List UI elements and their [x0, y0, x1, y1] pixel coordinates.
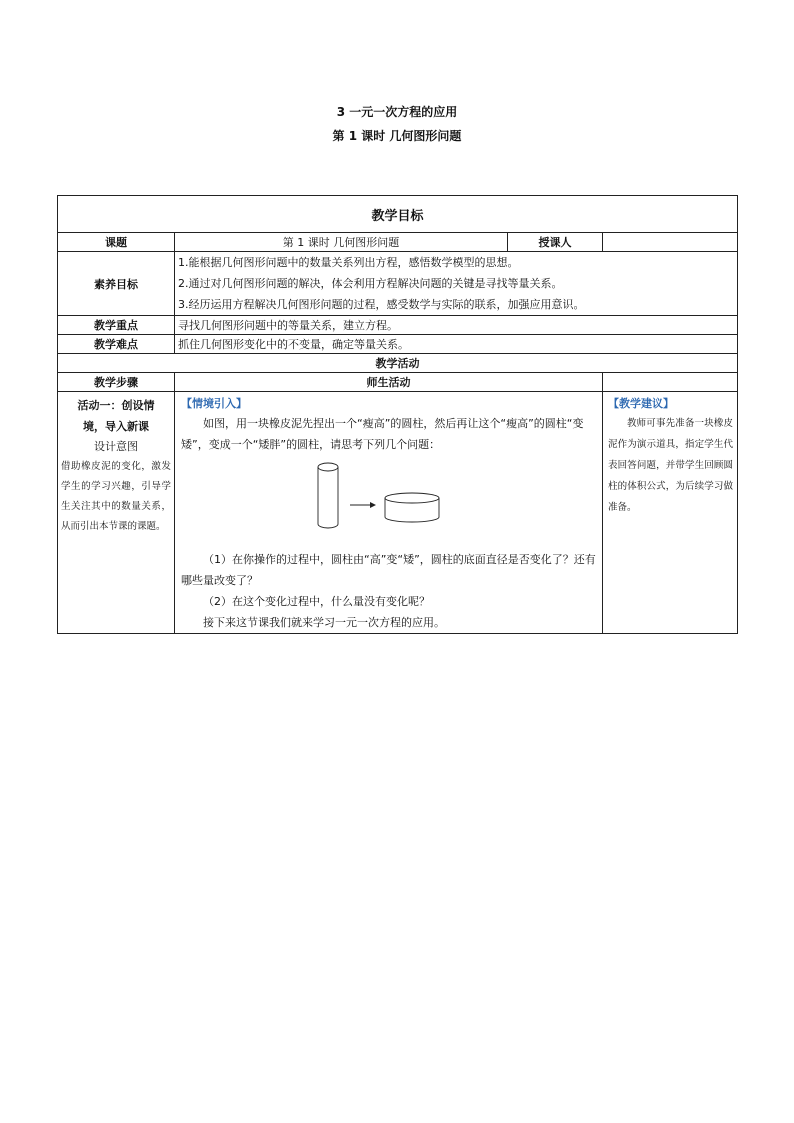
- teaching-suggestion-text: 教师可事先准备一块橡皮泥作为演示道具，指定学生代表回答问题，并带学生回顾圆柱的体积公式，为后续学习做准备。: [608, 418, 734, 513]
- design-intent-title: 设计意图: [94, 440, 138, 453]
- difficult-point-label: 教学难点: [58, 335, 175, 354]
- lesson-subtitle: 第 1 课时 几何图形问题: [332, 129, 462, 143]
- topic-label: 课题: [58, 233, 175, 252]
- tall-cylinder-base: [318, 524, 338, 528]
- cylinder-figure: [181, 455, 597, 549]
- teacher-label: 授课人: [508, 233, 603, 252]
- teacher-student-label: 师生活动: [175, 373, 603, 392]
- closing-sentence: 接下来这节课我们就来学习一元一次方程的应用。: [203, 616, 445, 629]
- teaching-suggestion-cell: [603, 392, 738, 634]
- lesson-plan-table: [57, 195, 738, 634]
- arrow-head: [370, 502, 376, 508]
- activity-content-cell: [175, 392, 603, 634]
- teacher-value: [603, 233, 738, 252]
- literacy-goal-2: 2.通过对几何图形问题的解决，体会利用方程解决问题的关键是寻找等量关系。: [178, 277, 563, 290]
- steps-label: 教学步骤: [58, 373, 175, 392]
- short-cylinder-top: [385, 493, 439, 503]
- teaching-suggestion-tag: 【教学建议】: [608, 397, 674, 410]
- literacy-goals-cell: [175, 252, 738, 316]
- activity-title-line1: 活动一：创设情: [77, 399, 155, 412]
- question-1: （1）在你操作的过程中，圆柱由“高”变“矮”，圆柱的底面直径是否变化了？还有哪些量改变了？: [181, 553, 596, 587]
- intro-paragraph: 如图，用一块橡皮泥先捏出一个“瘦高”的圆柱，然后再让这个“瘦高”的圆柱“变矮”，变成一个“矮胖”的圆柱，请思考下列几个问题：: [181, 417, 584, 451]
- document-title: 3 一元一次方程的应用: [336, 105, 458, 119]
- empty-header-cell: [603, 373, 738, 392]
- activities-heading: 教学活动: [58, 354, 738, 373]
- literacy-goals-label: 素养目标: [58, 252, 175, 316]
- activity-step-cell: [58, 392, 175, 634]
- literacy-goal-3: 3.经历运用方程解决几何图形问题的过程，感受数学与实际的联系，加强应用意识。: [178, 298, 585, 311]
- key-point-value: 寻找几何图形问题中的等量关系，建立方程。: [175, 316, 738, 335]
- situation-intro-tag: 【情境引入】: [181, 397, 247, 410]
- difficult-point-value: 抓住几何图形变化中的不变量，确定等量关系。: [175, 335, 738, 354]
- question-2: （2）在这个变化过程中，什么量没有变化呢？: [203, 595, 430, 608]
- short-cylinder-base: [385, 517, 439, 522]
- cylinder-transformation-diagram: [314, 461, 464, 531]
- teaching-goals-heading: 教学目标: [58, 196, 738, 233]
- tall-cylinder-top: [318, 463, 338, 471]
- activity-title-line2: 境，导入新课: [83, 420, 149, 433]
- design-intent-text: 借助橡皮泥的变化，激发学生的学习兴趣，引导学生关注其中的数量关系，从而引出本节课的课题。: [61, 461, 171, 532]
- literacy-goal-1: 1.能根据几何图形问题中的数量关系列出方程，感悟数学模型的思想。: [178, 256, 519, 269]
- key-point-label: 教学重点: [58, 316, 175, 335]
- topic-value: 第 1 课时 几何图形问题: [175, 233, 508, 252]
